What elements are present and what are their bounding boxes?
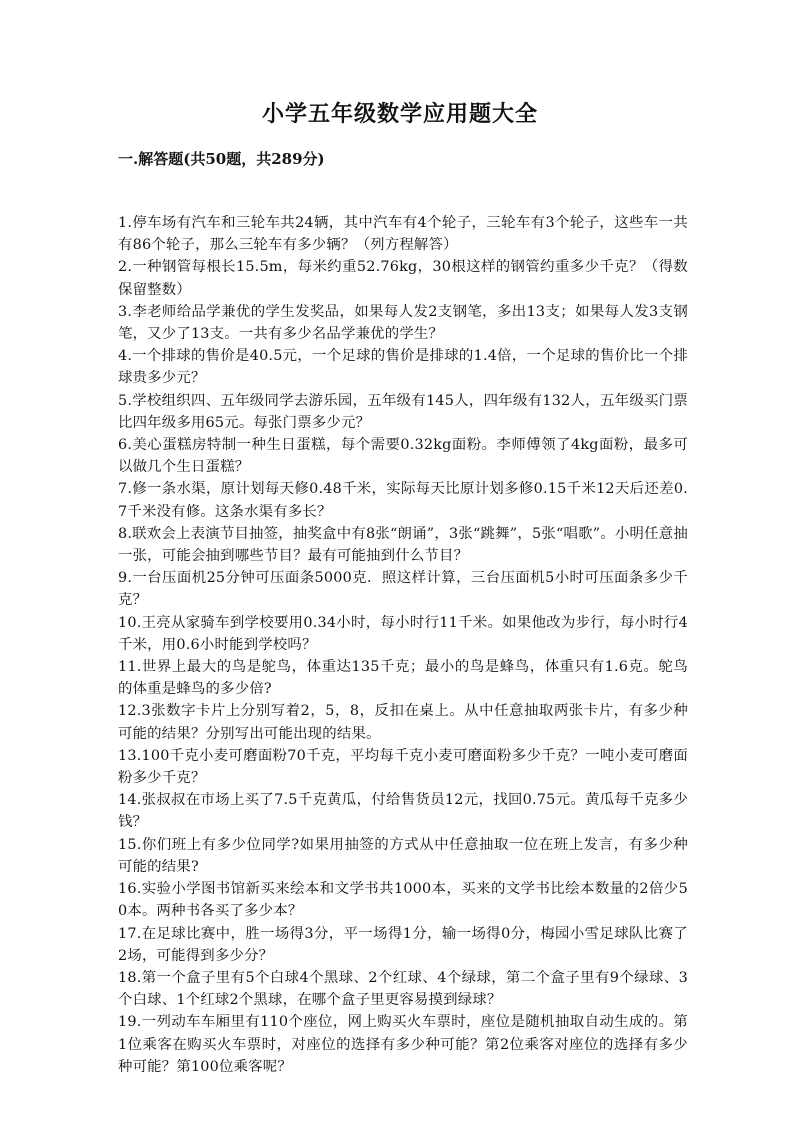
section-heading: 一.解答题(共50题，共289分) — [118, 150, 325, 168]
question-item: 4.一个排球的售价是40.5元，一个足球的售价是排球的1.4倍，一个足球的售价比一个排球贵多少元？ — [118, 348, 688, 387]
question-item: 14.张叔叔在市场上买了7.5千克黄瓜，付给售货员12元，找回0.75元。黄瓜每千克多少钱？ — [118, 792, 688, 831]
question-item: 19.一列动车车厢里有110个座位，网上购买火车票时，座位是随机抽取自动生成的。第1位乘客在购买火车票时，对座位的选择有多少种可能？第2位乘客对座位的选择有多少种可能？第100位乘客呢？ — [118, 1014, 688, 1075]
question-item: 5.学校组织四、五年级同学去游乐园，五年级有145人，四年级有132人，五年级买门票比四年级多用65元。每张门票多少元？ — [118, 392, 688, 431]
question-item: 8.联欢会上表演节目抽签，抽奖盒中有8张“朗诵”，3张“跳舞”，5张“唱歌”。小明任意抽一张，可能会抽到哪些节目？最有可能抽到什么节目？ — [118, 525, 688, 565]
question-item: 10.王亮从家骑车到学校要用0.34小时，每小时行11千米。如果他改为步行，每小时行4千米，用0.6小时能到学校吗？ — [118, 614, 688, 653]
question-item: 9.一台压面机25分钟可压面条5000克．照这样计算，三台压面机5小时可压面条多少千克？ — [118, 570, 688, 609]
page-title: 小学五年级数学应用题大全 — [261, 101, 538, 127]
question-item: 15.你们班上有多少位同学?如果用抽签的方式从中任意抽取一位在班上发言，有多少种可能的结果? — [118, 836, 688, 875]
question-item: 1.停车场有汽车和三轮车共24辆，其中汽车有4个轮子，三轮车有3个轮子，这些车一共有86个轮子，那么三轮车有多少辆？（列方程解答） — [118, 215, 688, 254]
question-item: 18.第一个盒子里有5个白球4个黑球、2个红球、4个绿球，第二个盒子里有9个绿球、3个白球、1个红球2个黑球，在哪个盒子里更容易摸到绿球？ — [118, 969, 688, 1009]
question-item: 16.实验小学图书馆新买来绘本和文学书共1000本，买来的文学书比绘本数量的2倍少50本。两种书各买了多少本？ — [118, 881, 688, 920]
question-item: 6.美心蛋糕房特制一种生日蛋糕，每个需要0.32kg面粉。李师傅领了4kg面粉，最多可以做几个生日蛋糕？ — [118, 437, 688, 476]
question-item: 11.世界上最大的鸟是鸵鸟，体重达135千克；最小的鸟是蜂鸟，体重只有1.6克。鸵鸟的体重是蜂鸟的多少倍? — [118, 659, 688, 698]
question-item: 17.在足球比赛中，胜一场得3分，平一场得1分，输一场得0分，梅园小雪足球队比赛了2场，可能得到多少分？ — [118, 925, 688, 964]
question-item: 13.100千克小麦可磨面粉70千克，平均每千克小麦可磨面粉多少千克？一吨小麦可磨面粉多少千克？ — [118, 747, 688, 787]
question-item: 3.李老师给品学兼优的学生发奖品，如果每人发2支钢笔，多出13支；如果每人发3支钢笔，又少了13支。一共有多少名品学兼优的学生？ — [118, 303, 688, 343]
question-item: 7.修一条水渠，原计划每天修0.48千米，实际每天比原计划多修0.15千米12天后还差0.7千米没有修。这条水渠有多长？ — [118, 481, 688, 520]
question-item: 12.3张数字卡片上分别写着2，5，8，反扣在桌上。从中任意抽取两张卡片，有多少种可能的结果？分别写出可能出现的结果。 — [118, 703, 688, 742]
question-list — [118, 212, 688, 1078]
question-item: 2.一种钢管每根长15.5m，每米约重52.76kg，30根这样的钢管约重多少千克？（得数保留整数） — [118, 259, 688, 298]
